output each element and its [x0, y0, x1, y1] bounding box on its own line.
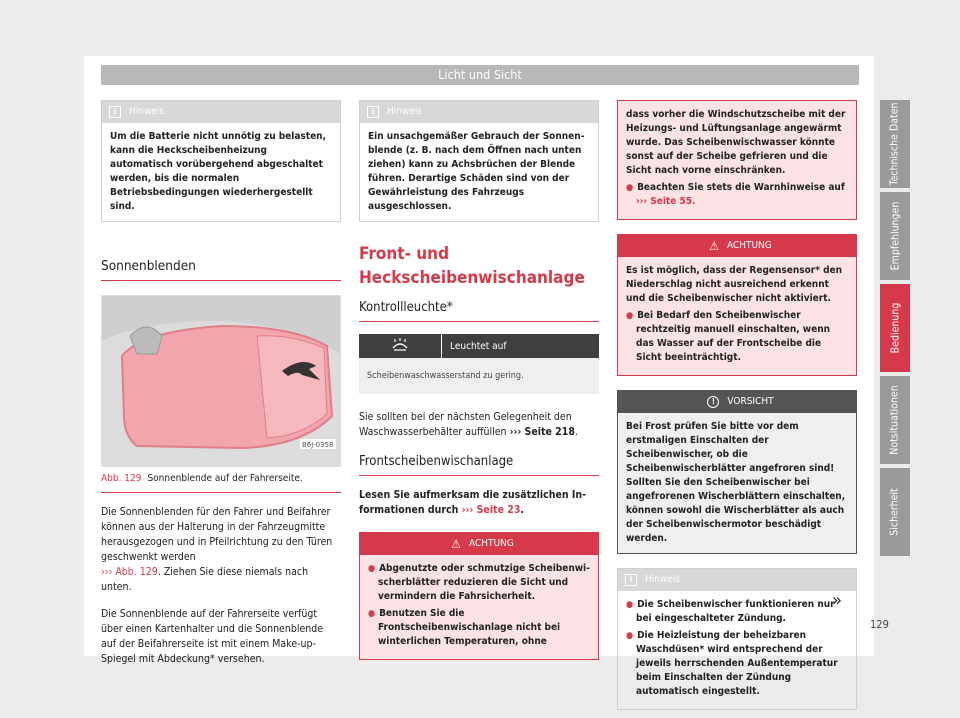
warning-header	[360, 533, 598, 555]
note-box	[101, 100, 341, 222]
text: Es ist möglich, dass der Regensensor* den Niederschlag nicht ausreichend erkennt und die Scheibenwischer nicht aktiviert.	[626, 265, 843, 304]
tab-label: Technische Daten	[889, 102, 902, 186]
column-3	[617, 100, 857, 718]
tab-label: Sicherheit	[889, 488, 902, 536]
tab-sicherheit[interactable]	[880, 468, 910, 556]
tab-label: Bedienung	[889, 302, 902, 354]
subsection-title: Kontrollleuchte*	[359, 300, 599, 322]
subsection-title: Frontscheibenwischanlage	[359, 454, 599, 476]
warning-box	[359, 532, 599, 660]
warning-box	[617, 234, 857, 376]
text: . Ziehen Sie diese niemals nach unten.	[101, 566, 309, 593]
caution-icon: !	[707, 396, 719, 408]
warning-title: ACHTUNG	[726, 240, 772, 251]
table-row	[359, 358, 599, 394]
note-text: Ein unsachgemäßer Gebrauch der Sonnenblende (z. B. nach dem Öffnen nach unten ziehen) kann zu Achsbrüchen der Blende führen. Derartige Schäden sind von der Gewährleistung des Fahrzeugs ausgeschlossen.	[368, 131, 585, 212]
info-icon: i	[109, 106, 121, 118]
tab-technische-daten[interactable]	[880, 100, 910, 188]
sun-visor-figure	[101, 295, 341, 467]
warning-box-continued	[617, 100, 857, 220]
section-title-sonnenblenden: Sonnenblenden	[101, 258, 341, 281]
caution-box	[617, 390, 857, 554]
tab-label: Empfehlungen	[889, 201, 902, 271]
text: dass vorher die Windschutzscheibe mit der Heizungs- und Lüftungsanlage angewärmt wurde. Das Scheibenwischwasser könnte sonst auf der Scheibe gefrieren und die Sicht nach vorne einschränken.	[626, 109, 846, 176]
tab-notsituationen[interactable]	[880, 376, 910, 464]
paragraph: Die Sonnenblende auf der Fahrerseite verfügt über einen Kartenhalter und die Sonnenblende auf der Beifahrerseite ist mit einem Make-up-Spiegel mit Abdeckung* versehen.	[101, 608, 324, 665]
list-item: ● Abgenutzte oder schmutzige Scheibenwischerblätter reduzieren die Sicht und vermindern die Fahrsicherheit.	[368, 562, 590, 604]
warning-title: ACHTUNG	[468, 538, 514, 549]
note-box	[359, 100, 599, 222]
warning-icon: ⚠	[451, 537, 461, 551]
figure-caption	[101, 467, 341, 493]
table-header-label: Leuchtet auf	[450, 340, 507, 352]
table-header-row	[359, 334, 599, 358]
note-title: Hinweis	[645, 574, 681, 585]
page-link[interactable]: ››› Seite 55.	[636, 196, 696, 207]
note-header	[618, 569, 856, 591]
list-item: ● Bei Bedarf den Scheibenwischer rechtzeitig manuell einschalten, wenn das Wasser auf der Frontscheibe die Sicht beeinträchtigt.	[626, 309, 848, 365]
warning-body	[618, 257, 856, 375]
warning-header	[618, 235, 856, 257]
caution-text: Bei Frost prüfen Sie bitte vor dem erstmaligen Einschalten der Scheibenwischer, ob die Scheibenwischerblätter angefroren sind! Sollten Sie den Scheibenwischer bei angefrorenen Wischerblättern einschalten, können sowohl die Wischerblätter als auch der Scheibenwischermotor beschädigt werden.	[618, 413, 856, 553]
figure-code: B6J-0358	[302, 441, 334, 449]
text: .	[520, 504, 524, 516]
figure-number: Abb. 129	[101, 473, 142, 484]
note-text: Um die Batterie nicht unnötig zu belasten, kann die Heckscheibenheizung automatisch vorübergehend abgeschaltet werden, bis die normalen Betriebsbedingungen wiederhergestellt sind.	[110, 131, 327, 212]
list-item: ● Benutzen Sie die Frontscheibenwischanlage nicht bei winterlichen Temperaturen, ohne	[368, 607, 590, 649]
column-1	[101, 100, 341, 667]
paragraph	[359, 488, 599, 518]
page-header: Licht und Sicht	[101, 65, 859, 85]
sun-visor-illustration	[102, 296, 341, 466]
paragraph	[359, 410, 599, 440]
text: Lesen Sie aufmerksam die zusätzlichen Informationen durch	[359, 489, 587, 516]
chapter-title: Front- und Heckscheibenwischanlage	[359, 244, 585, 288]
text: Beachten Sie stets die Warnhinweise auf	[637, 182, 845, 193]
table-cell: Scheibenwaschwasserstand zu gering.	[367, 371, 524, 381]
note-body	[618, 591, 856, 709]
list-item	[626, 181, 848, 209]
text: .	[574, 426, 578, 438]
tab-label: Notsituationen	[889, 385, 901, 455]
washer-fluid-icon	[359, 334, 442, 358]
figure-caption-text: Sonnenblende auf der Fahrerseite.	[147, 473, 303, 484]
page-link[interactable]: ››› Seite 218	[509, 426, 575, 438]
page-number: 129	[870, 618, 889, 631]
note-title: Hinweis	[129, 106, 165, 117]
note-header	[102, 101, 340, 123]
page-link[interactable]: ››› Seite 23	[461, 504, 521, 516]
note-box	[617, 568, 857, 710]
note-header	[360, 101, 598, 123]
caution-title: VORSICHT	[727, 396, 774, 407]
chapter-tabs	[880, 100, 910, 560]
warning-body	[360, 555, 598, 659]
warning-icon: ⚠	[709, 239, 719, 253]
list-item: ● Die Heizleistung der beheizbaren Waschdüsen* wird entsprechend der jeweils herrschenden Außentemperatur beim Einschalten der Zündung automatisch eingestellt.	[626, 629, 848, 699]
list-item: ● Die Scheibenwischer funktionieren nur bei eingeschalteter Zündung.	[626, 598, 848, 626]
info-icon: i	[625, 574, 637, 586]
column-2	[359, 100, 599, 668]
paragraph	[101, 505, 341, 595]
warning-light-table	[359, 334, 599, 394]
continue-arrow-icon: »	[832, 590, 842, 611]
tab-empfehlungen[interactable]	[880, 192, 910, 280]
note-title: Hinweis	[387, 106, 423, 117]
text: Sie sollten bei der nächsten Gelegenheit den Waschwasserbehälter auffüllen	[359, 411, 572, 438]
warning-body	[618, 101, 856, 219]
figure-link[interactable]: ››› Abb. 129	[101, 566, 158, 578]
text: Die Sonnenblenden für den Fahrer und Beifahrer können aus der Halterung in der Fahrzeugmitte herausgezogen und in Pfeilrichtung zu den Türen geschwenkt werden	[101, 506, 333, 563]
info-icon: i	[367, 106, 379, 118]
tab-bedienung[interactable]	[880, 284, 910, 372]
caution-header	[618, 391, 856, 413]
